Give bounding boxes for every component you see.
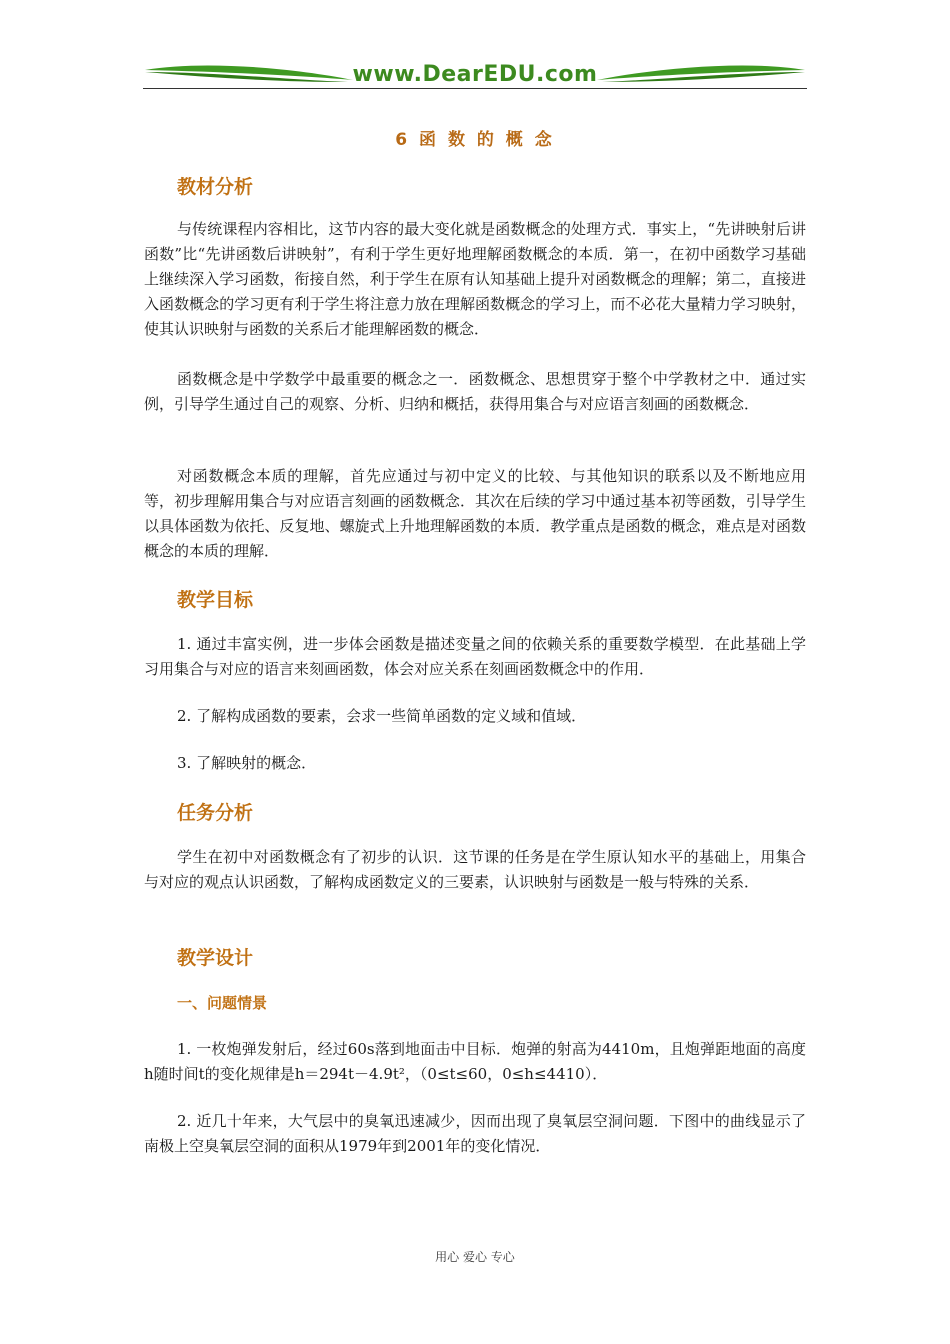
goal-item-3: 3. 了解映射的概念． <box>177 754 317 772</box>
analysis-paragraph-3: 对函数概念本质的理解，首先应通过与初中定义的比较、与其他知识的联系以及不断地应用等，初步理解用集合与对应语言刻画的函数概念．其次在后续的学习中通过基本初等函数，引导学生以具体函数为依托、反复地、螺旋式上升地理解函数的本质．教学重点是函数的概念，难点是对函数概念的本质的理解． <box>144 467 806 560</box>
section-heading-design: 教学设计 <box>177 947 254 969</box>
analysis-paragraph-1: 与传统课程内容相比，这节内容的最大变化就是函数概念的处理方式．事实上，“先讲映射后讲函数”比“先讲函数后讲映射”，有利于学生更好地理解函数概念的本质．第一，在初中函数学习基础上继续深入学习函数，衔接自然，利于学生在原有认知基础上提升对函数概念的理解；第二，直接进入函数概念的学习更有利于学生将注意力放在理解函数概念的学习上，而不必花大量精力学习映射，使其认识映射与函数的关系后才能理解函数的概念． <box>144 220 806 338</box>
goal-item-1: 1. 通过丰富实例，进一步体会函数是描述变量之间的依赖关系的重要数学模型．在此基础上学习用集合与对应的语言来刻画函数，体会对应关系在刻画函数概念中的作用． <box>144 635 806 678</box>
header-divider <box>143 88 807 89</box>
subsection-heading-problem: 一、问题情景 <box>177 994 268 1012</box>
site-header-banner <box>143 60 807 90</box>
design-item-2: 2. 近几十年来，大气层中的臭氧迅速减少，因而出现了臭氧层空洞问题．下图中的曲线显示了南极上空臭氧层空洞的面积从1979年到2001年的变化情况． <box>144 1112 806 1155</box>
document-title: 6 函 数 的 概 念 <box>395 130 555 150</box>
site-logo[interactable]: www.DearEDU.com <box>352 62 598 87</box>
section-heading-goals: 教学目标 <box>177 589 254 611</box>
design-item-1: 1. 一枚炮弹发射后，经过60s落到地面击中目标．炮弹的射高为4410m，且炮弹距地面的高度h随时间t的变化规律是h＝294t－4.9t²，（0≤t≤60，0≤h≤4410）． <box>144 1040 806 1083</box>
section-heading-task: 任务分析 <box>177 802 254 824</box>
page-footer: 用心 爱心 专心 <box>435 1250 515 1264</box>
task-paragraph-1: 学生在初中对函数概念有了初步的认识．这节课的任务是在学生原认知水平的基础上，用集合与对应的观点认识函数，了解构成函数定义的三要素，认识映射与函数是一般与特殊的关系． <box>144 848 806 891</box>
analysis-paragraph-2: 函数概念是中学数学中最重要的概念之一．函数概念、思想贯穿于整个中学教材之中．通过实例，引导学生通过自己的观察、分析、归纳和概括，获得用集合与对应语言刻画的函数概念． <box>144 370 806 413</box>
goal-item-2: 2. 了解构成函数的要素，会求一些简单函数的定义域和值域． <box>177 707 587 725</box>
section-heading-analysis: 教材分析 <box>177 176 254 198</box>
